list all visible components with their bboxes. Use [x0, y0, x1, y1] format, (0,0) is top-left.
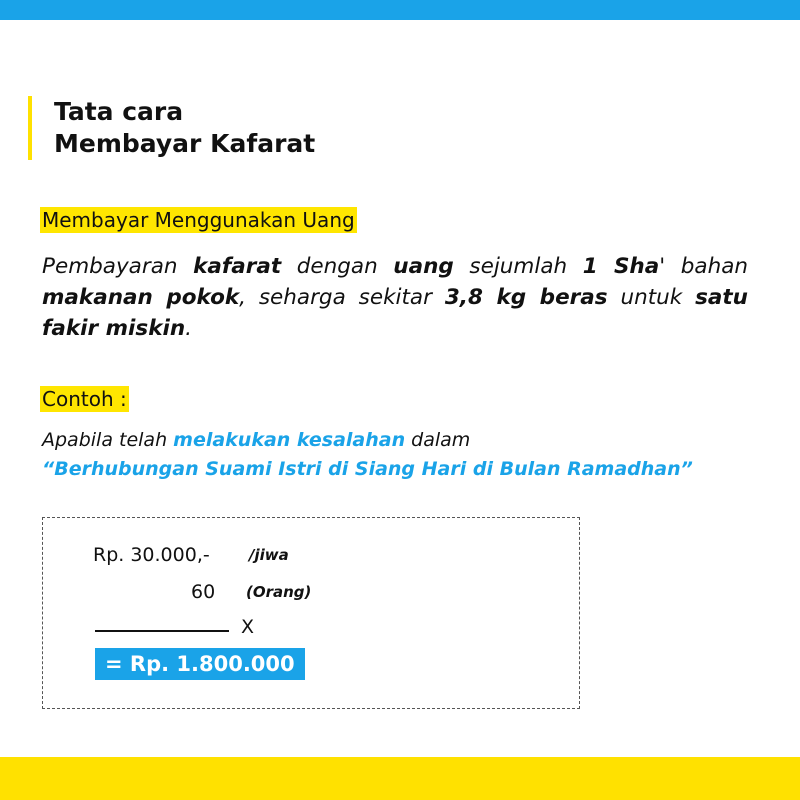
example-text-c: dalam — [405, 429, 471, 451]
para-text-6: untuk — [607, 285, 696, 310]
calc-price: Rp. 30.000,- — [93, 544, 210, 566]
title-block — [28, 96, 315, 160]
para-bold-beras: 3,8 kg beras — [444, 285, 608, 310]
para-bold-kafarat: kafarat — [193, 254, 282, 279]
para-text-2: dengan — [281, 254, 394, 279]
example-label-text: Contoh : — [42, 387, 127, 411]
para-text-1: Pembayaran — [42, 254, 194, 279]
example-text-a: Apabila telah — [42, 429, 174, 451]
calc-operator: X — [241, 616, 255, 638]
example-text-b: melakukan kesalahan — [173, 429, 406, 451]
example-label — [40, 385, 129, 413]
para-bold-makanan-pokok: makanan pokok — [42, 285, 240, 310]
para-text-4: ' bahan — [659, 254, 748, 279]
calc-result: = Rp. 1.800.000 — [95, 648, 305, 680]
section-label-text: Membayar Menggunakan Uang — [42, 208, 355, 232]
top-accent-bar — [0, 0, 800, 20]
page-title-line2: Membayar Kafarat — [54, 129, 316, 158]
para-bold-sha: 1 Sha — [582, 254, 660, 279]
example-line-1 — [42, 426, 470, 454]
example-line-2: “Berhubungan Suami Istri di Siang Hari di Bulan Ramadhan” — [42, 458, 693, 480]
para-bold-fakir-miskin: satu fakir miskin — [42, 285, 748, 341]
para-bold-uang: uang — [393, 254, 454, 279]
para-text-5: , seharga sekitar — [239, 285, 445, 310]
calculation-box — [42, 517, 580, 709]
para-text-7: . — [185, 316, 193, 341]
page-title-line1: Tata cara — [54, 97, 184, 126]
calc-divider-line — [95, 630, 229, 632]
calc-quantity-unit: (Orang) — [246, 583, 312, 601]
calc-price-unit: /jiwa — [249, 546, 289, 564]
section-label — [40, 206, 357, 234]
description-paragraph — [42, 251, 748, 344]
bottom-accent-bar — [0, 757, 800, 800]
calc-quantity: 60 — [191, 581, 216, 603]
para-text-3: sejumlah — [453, 254, 583, 279]
